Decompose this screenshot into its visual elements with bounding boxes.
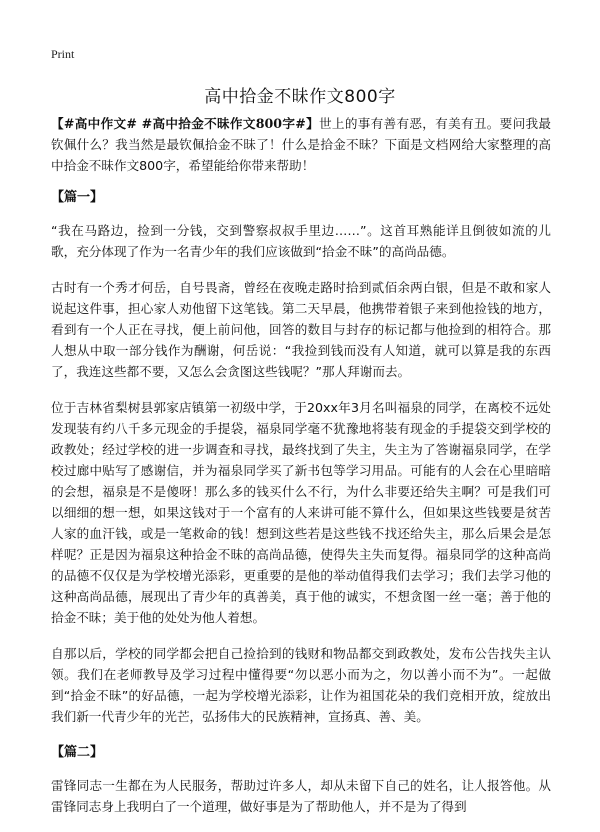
section-heading-1: 【篇一】 [51, 190, 104, 205]
print-link[interactable]: Print [51, 47, 75, 61]
intro-text: 世上的事有善有恶，有美有丑。要问我最钦佩什么？我当然是最钦佩拾金不昧了！什么是拾金不昧？下面是文档网给大家整理的高中拾金不昧作文800字，希望能给你带来帮助！ [51, 116, 551, 173]
paragraph: 位于吉林省梨树县郭家店镇第一初级中学，于20xx年3月名叫福泉的同学，在离校不远处发现装有约八千多元现金的手提袋，福泉同学毫不犹豫地将装有现金的手提袋交到学校的政教处；经过学校的进一步调查和寻找，最终找到了失主，失主为了答谢福泉同学，在学校过廊中贴写了感谢信，并为福泉同学买了新书包等学习用品。可能有的人会在心里暗暗的会想，福泉是不是傻呀！那么多的钱买什么不行，为什么非要还给失主啊？可是我们可以细细的想一想，如果这钱对于一个富有的人来讲可能不算什么，但如果这些钱要是贫苦人家的血汗钱，或是一笔救命的钱！想到这些若是这些钱不找还给失主，那么后果会是怎样呢？正是因为福泉这种拾金不昧的高尚品德，使得失主失而复得。福泉同学的这种高尚的品德不仅仅是为学校增光添彩，更重要的是他的举动值得我们去学习；我们去学习他的这种高尚品德，展现出了青少年的真善美，真于他的诚实，不想贪图一丝一毫；善于他的拾金不昧；美于他的处处为他人着想。 [51, 400, 551, 625]
page-title: 高中拾金不昧作文800字 [204, 87, 396, 107]
section-heading-2: 【篇二】 [51, 745, 104, 760]
paragraph: 雷锋同志一生都在为人民服务，帮助过许多人，却从未留下自己的姓名，让人报答他。从雷锋同志身上我明白了一个道理，做好事是为了帮助他人，并不是为了得到 [51, 778, 551, 814]
intro-paragraph [51, 113, 551, 176]
article-body [51, 113, 551, 832]
intro-tag: 【#高中作文# #高中拾金不昧作文800字#】 [51, 116, 320, 131]
paragraph: “我在马路边，捡到一分钱，交到警察叔叔手里边……”。这首耳熟能详且倒彼如流的儿歌，充分体现了作为一名青少年的我们应该做到“拾金不昧”的高尚品德。 [51, 223, 551, 259]
paragraph: 古时有一个秀才何岳，自号畏斋，曾经在夜晚走路时拾到贰佰余两白银，但是不敢和家人说起这件事，担心家人劝他留下这笔钱。第二天早晨，他携带着银子来到他捡钱的地方，看到有一个人正在寻找，便上前问他，回答的数目与封存的标记都与他捡到的相符合。那人想从中取一部分钱作为酬谢，何岳说：“我捡到钱而没有人知道，就可以算是我的东西了，我连这些都不要，又怎么会贪图这些钱呢？”那人拜谢而去。 [51, 280, 551, 379]
paragraph: 自那以后，学校的同学都会把自己捡拾到的钱财和物品都交到政教处，发布公告找失主认领。我们在老师教导及学习过程中懂得要“勿以恶小而为之，勿以善小而不为”。一起做到“拾金不昧”的好品德，一起为学校增光添彩，让作为祖国花朵的我们竞相开放，绽放出我们新一代青少年的光芒，弘扬伟大的民族精神，宣扬真、善、美。 [51, 646, 551, 724]
